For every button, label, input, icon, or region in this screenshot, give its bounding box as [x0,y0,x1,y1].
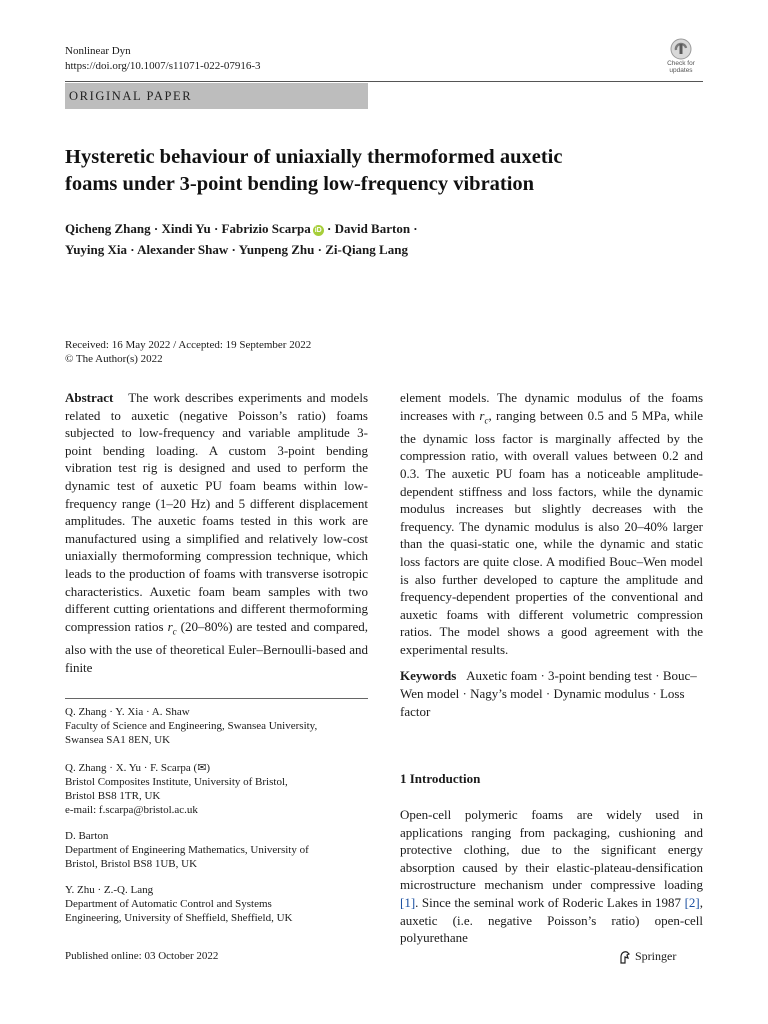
intro-text-3: , auxetic (i.e. negative Poisson’s ratio) open-cell polyurethane [400,894,703,946]
section-heading-introduction: 1 Introduction [400,771,481,786]
check-for-updates-badge[interactable] [660,38,702,78]
intro-text-1: Open-cell polymeric foams are widely used in applications ranging from packaging, cushioning and protective clothing, due to the significant energy absorption caused by their elastic-plateau-densification microstructure mechanism under compressive loading [400,807,703,893]
affiliation-line: Bristol Composites Institute, University of Bristol, [65,776,288,788]
abstract-right-column [400,389,703,659]
received-accepted: Received: 16 May 2022 / Accepted: 19 September 2022 [65,339,312,351]
badge-label-2: updates [669,67,693,74]
orcid-icon[interactable]: iD [314,226,322,234]
authors-line-1b[interactable]: · David Barton · [326,221,418,236]
reference-link[interactable]: [1] [400,894,416,910]
title-line-1: Hysteretic behaviour of uniaxially thermoformed auxetic [65,146,563,168]
affiliation-names: Q. Zhang · Y. Xia · A. Shaw [65,706,190,718]
publisher-name: Springer [635,949,677,963]
introduction-text [400,806,703,947]
rc-symbol: r [167,618,173,634]
email-link[interactable]: e-mail: f.scarpa@bristol.ac.uk [65,804,198,816]
affiliation-line: Department of Engineering Mathematics, University of [65,844,309,856]
affiliation-line: Swansea SA1 8EN, UK [65,734,171,746]
rc-subscript: c [172,626,177,637]
article-dates [65,338,311,366]
affiliation-2 [65,761,368,817]
keywords [400,667,703,721]
abstract-text-4: , ranging between 0.5 and 5 MPa, while the dynamic loss factor is marginally affected by the compression ratio, with overall values between 0.2 and 0.3. The auxetic PU foam has a noticeable amplitude-dependent stiffness and loss factors, while the dynamic modulus increases but slightly decreases with the frequency. The dynamic modulus is also 20–40% larger than the quasi-static one, while the dynamic and static loss factors are quite close. A modified Bouc–Wen model is also further developed to capture the amplitude and frequency-dependent properties of the conventional and auxetic foams with different volumetric compression ratios. The model shows a good agreement with the experimental results. [400,407,704,657]
authors-line-2[interactable]: Yuying Xia · Alexander Shaw · Yunpeng Zhu · Zi-Qiang Lang [65,242,408,257]
doi-link[interactable]: https://doi.org/10.1007/s11071-022-07916-3 [65,60,261,72]
title-line-2: foams under 3-point bending low-frequency vibration [65,173,535,195]
badge-label-1: Check for [667,60,695,67]
springer-horse-icon [618,950,632,964]
affiliation-line: Engineering, University of Sheffield, Sheffield, UK [65,912,293,924]
affiliation-line: Faculty of Science and Engineering, Swansea University, [65,720,318,732]
affiliation-line: Department of Automatic Control and Systems [65,898,272,910]
authors-line-1a[interactable]: Qicheng Zhang · Xindi Yu · Fabrizio Scarpa [65,221,311,236]
affiliation-line: Bristol, Bristol BS8 1UB, UK [65,858,198,870]
abstract-text-1: The work describes experiments and models related to auxetic (negative Poisson’s ratio) foams subjected to low-frequency and variable amplitude 3-point bending loading. A custom 3-point bending vibration test rig is designed and used to perform the dynamic test of auxetic PU foam beams within low-frequency range (1–20 Hz) and 5 different displacement amplitudes. The auxetic foams tested in this work are manufactured using a simplified and relatively low-cost uniaxially thermoforming compression technique, which leads to the production of foams with transverse isotropic characteristics. Auxetic foam beam samples with two different cutting orientations and different thermoforming compression ratios [65,390,368,634]
journal-name: Nonlinear Dyn [65,45,131,57]
affiliation-line: Bristol BS8 1TR, UK [65,790,161,802]
abstract-heading: Abstract [65,390,114,405]
check-updates-icon [670,38,692,60]
rc-symbol-2: r [479,407,485,423]
affiliation-names: Q. Zhang · X. Yu · F. Scarpa (✉) [65,762,211,774]
affiliation-names: D. Barton [65,830,109,842]
paper-title [65,144,675,198]
author-list [65,218,705,260]
intro-text-2: . Since the seminal work of Roderic Lakes in 1987 [415,894,682,910]
publisher-logo [618,949,676,964]
affiliation-3 [65,829,368,871]
affiliation-rule [65,698,368,699]
reference-link[interactable]: [2] [684,894,700,910]
abstract-text-3: element models. The dynamic modulus of the foams increases with [400,390,703,423]
abstract-left-column [65,389,368,676]
keywords-text: Auxetic foam · 3-point bending test · Bouc–Wen model · Nagy’s model · Dynamic modulus · Loss factor [400,668,697,719]
published-date: Published online: 03 October 2022 [65,950,219,962]
affiliation-1 [65,705,368,747]
abstract-text-2: (20–80%) are tested and compared, also with the use of theoretical Euler–Bernoulli-based and finite [65,618,368,675]
rc-subscript-2: c [484,415,489,426]
keywords-heading: Keywords [400,668,457,683]
affiliation-names: Y. Zhu · Z.-Q. Lang [65,884,154,896]
header-rule [65,81,703,82]
article-type-banner: ORIGINAL PAPER [65,83,368,109]
copyright: © The Author(s) 2022 [65,353,163,365]
affiliation-4 [65,883,368,925]
